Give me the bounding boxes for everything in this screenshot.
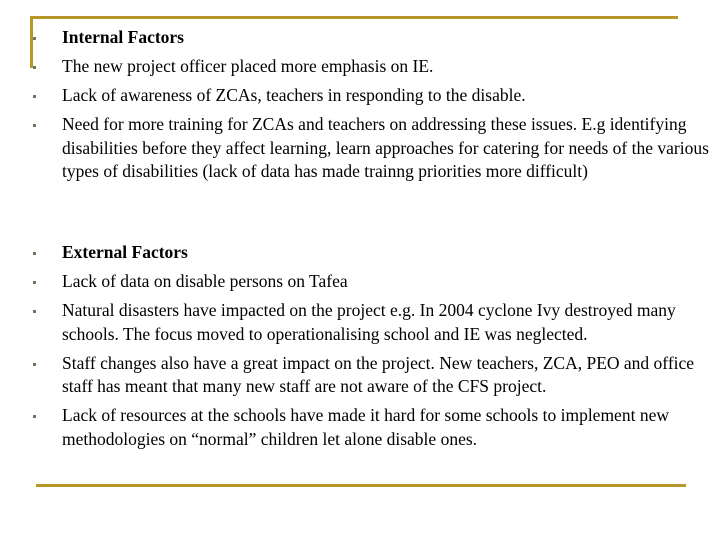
square-bullet-icon — [33, 281, 36, 284]
bullet-text: Lack of data on disable persons on Tafea — [62, 271, 348, 291]
top-accent-rule — [30, 16, 678, 19]
square-bullet-icon — [33, 363, 36, 366]
bullet-text: Staff changes also have a great impact on the project. New teachers, ZCA, PEO and office staff has meant that many new staff are not aware of the CFS project. — [62, 352, 695, 396]
square-bullet-icon — [33, 124, 36, 127]
bullet-text: Natural disasters have impacted on the project e.g. In 2004 cyclone Ivy destroyed many schools. The focus moved to operationalising school and IE was neglected. — [62, 300, 676, 344]
bullet-text: Need for more training for ZCAs and teachers on addressing these issues. E.g identifying disabilities before they affect learning, learn approaches for catering for needs of the various types of disabilities (lack of data has made trainng priorities more difficult) — [62, 114, 709, 181]
square-bullet-icon — [33, 415, 36, 418]
bottom-accent-rule — [36, 484, 686, 487]
section-heading: External Factors — [62, 242, 188, 262]
square-bullet-icon — [33, 37, 36, 40]
square-bullet-icon — [33, 95, 36, 98]
bullet-text: Lack of awareness of ZCAs, teachers in responding to the disable. — [62, 85, 526, 105]
section-heading: Internal Factors — [62, 27, 184, 47]
bullet-item — [0, 84, 720, 108]
internal-factors-section — [0, 26, 720, 189]
bullet-text: The new project officer placed more emphasis on IE. — [62, 56, 434, 76]
bullet-item — [0, 55, 720, 79]
square-bullet-icon — [33, 66, 36, 69]
bullet-item — [0, 113, 720, 184]
bullet-item — [0, 404, 720, 451]
bullet-item — [0, 299, 720, 346]
bullet-item — [0, 352, 720, 399]
bullet-item-heading — [0, 26, 720, 50]
bullet-text: Lack of resources at the schools have made it hard for some schools to implement new methodologies on “normal” children let alone disable ones. — [62, 405, 669, 449]
external-factors-section — [0, 241, 720, 457]
bullet-item — [0, 270, 720, 294]
square-bullet-icon — [33, 252, 36, 255]
square-bullet-icon — [33, 310, 36, 313]
bullet-item-heading — [0, 241, 720, 265]
